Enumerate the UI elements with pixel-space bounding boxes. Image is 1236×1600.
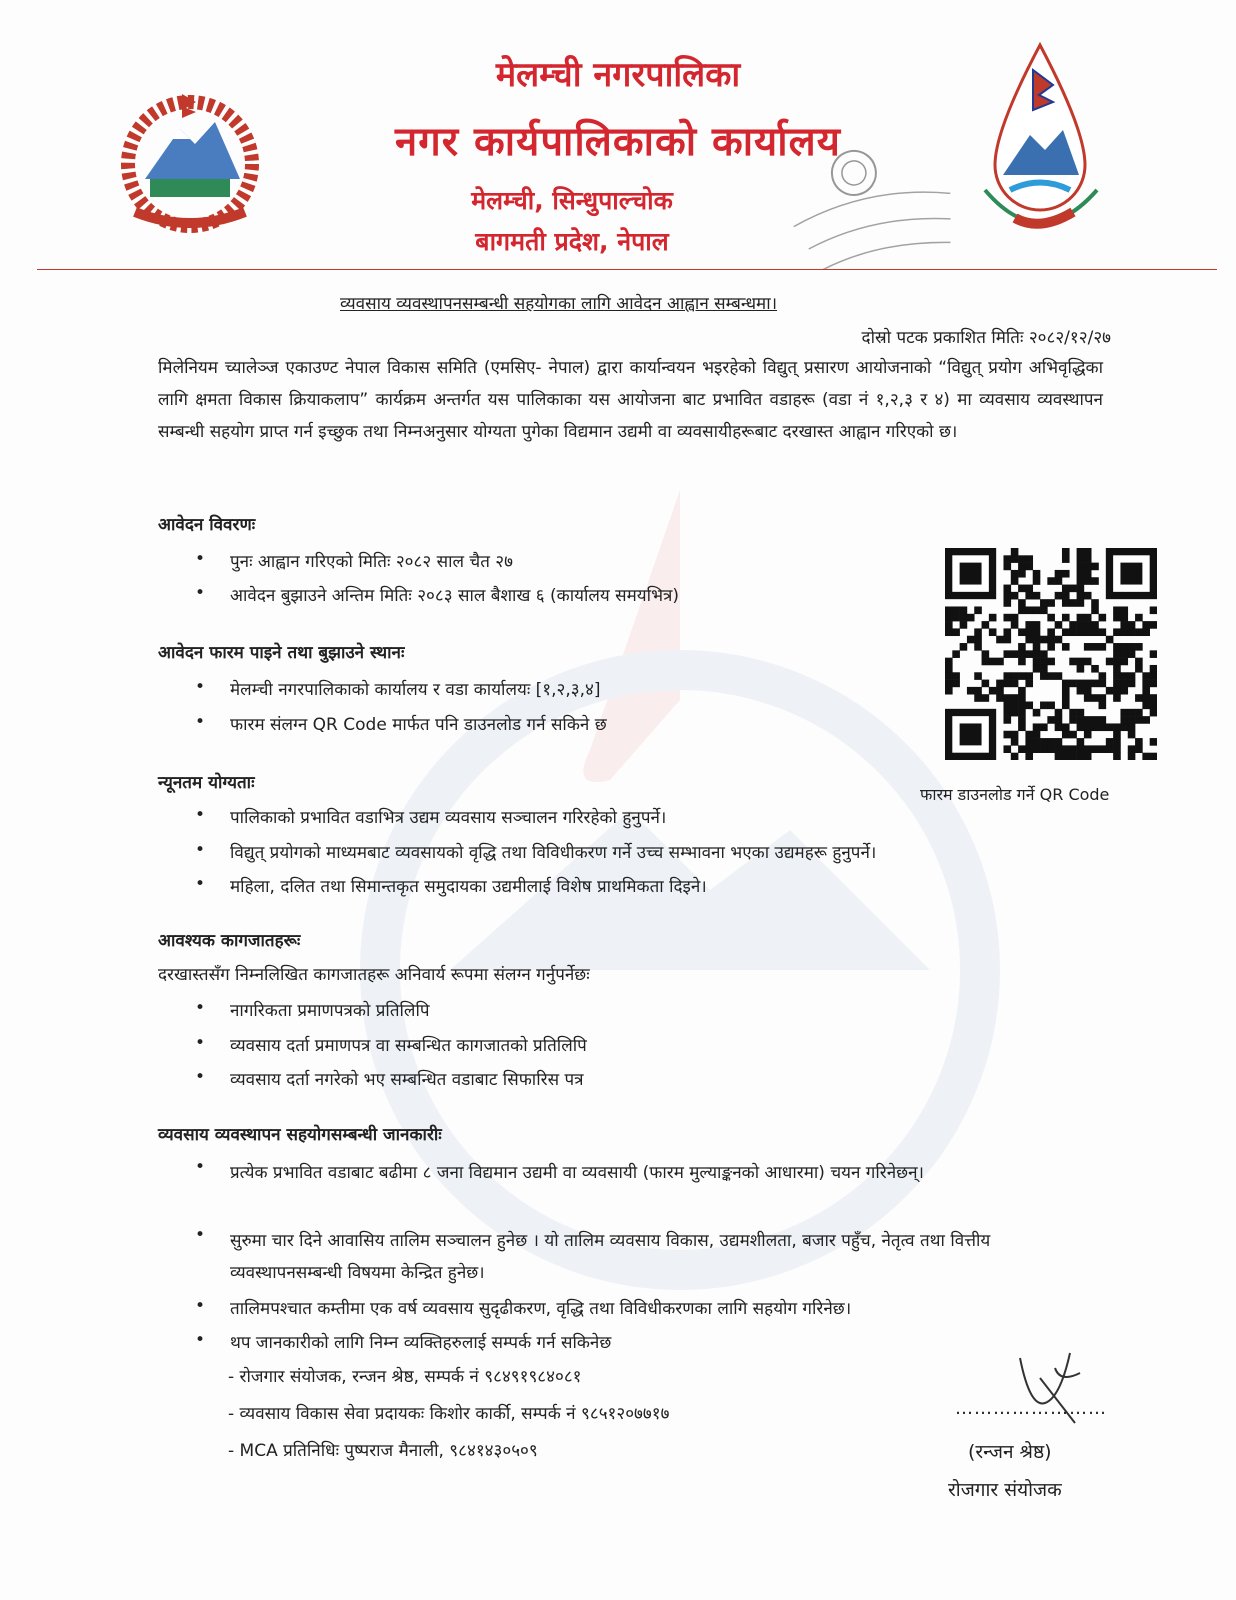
documents-heading: आवश्यक कागजातहरूः (158, 931, 301, 951)
header-divider (37, 269, 1217, 270)
office-name: नगर कार्यपालिकाको कार्यालय (395, 119, 841, 165)
office-address-district: मेलम्ची, सिन्धुपाल्चोक (471, 186, 673, 215)
signature-line: …………………… (955, 1398, 1107, 1419)
application-heading: आवेदन विवरणः (158, 515, 256, 535)
contact-line: - MCA प्रतिनिधिः पुष्पराज मैनाली, ९८४१४३०५०९ (228, 1441, 538, 1461)
documents-intro: दरखास्तसँग निम्नलिखित कागजातहरू अनिवार्य रूपमा संलग्न गर्नुपर्नेछः (158, 965, 590, 985)
signatory-name: (रन्जन श्रेष्ठ) (968, 1441, 1052, 1463)
office-address-province: बागमती प्रदेश, नेपाल (475, 227, 669, 256)
municipality-name: मेलम्ची नगरपालिका (495, 55, 741, 95)
eligibility-heading: न्यूनतम योग्यताः (158, 773, 255, 793)
support-heading: व्यवसाय व्यवस्थापन सहयोगसम्बन्धी जानकारीः (158, 1125, 442, 1145)
location-heading: आवेदन फारम पाइने तथा बुझाउने स्थानः (158, 643, 405, 663)
qr-code[interactable] (945, 548, 1157, 760)
notice-subject: व्यवसाय व्यवस्थापनसम्बन्धी सहयोगका लागि आवेदन आह्वान सम्बन्धमा। (340, 294, 778, 314)
notice-page: मेलम्ची नगरपालिका नगर कार्यपालिकाको कार्यालय मेलम्ची, सिन्धुपाल्चोक बागमती प्रदेश, नेपाल व्यवसाय व्यवस्थापनसम्बन्धी सहयोगका लागि आवेदन आह्वान सम्बन्धमा। दोस्रो पटक प्रकाशित मितिः २०८२/१२/२७ मिलेनियम च्यालेञ्ज एकाउण्ट नेपाल विकास समिति (एमसिए- नेपाल) द्वारा कार्यान्वयन भइरहेको विद्युत् प्रसारण आयोजनाको “विद्युत् प्रयोग अभिवृद्धिका लागि क्षमता विकास क्रियाकलाप” कार्यक्रम अन्तर्गत यस पालिकाका यस आयोजना बाट प्रभावित वडाहरू (वडा नं १,२,३ र ४) मा व्यवसाय व्यवस्थापन सम्बन्धी सहयोग प्राप्त गर्न इच्छुक तथा निम्नअनुसार योग्यता पुगेका विद्यमान उद्यमी वा व्यवसायीहरूबाट दरखास्त आह्वान गरिएको छ। आवेदन विवरणः • पुनः आह्वान गरिएको मितिः २०८२ साल चैत २७ • आवेदन बुझाउने अन्तिम मितिः २०८३ साल बैशाख ६ (कार्यालय समयभित्र) आवेदन फारम पाइने तथा बुझाउने स्थानः • मेलम्ची नगरपालिकाको कार्यालय र वडा कार्यालयः [१,२,३,४] • फारम संलग्न QR Code मार्फत पनि डाउनलोड गर्न सकिने छ फारम डाउनलोड गर्ने QR Code न्यूनतम योग्यताः • पालिकाको प्रभावित वडाभित्र उद्यम व्यवसाय सञ्चालन गरिरहेको हुनुपर्ने। • विद्युत् प्रयोगको माध्यमबाट व्यवसायको वृद्धि तथा विविधीकरण गर्ने उच्च सम्भावना भएका उद्यमहरू हुनुपर्ने। • महिला, दलित तथा सिमान्तकृत समुदायका उद्यमीलाई विशेष प्राथमिकता दिइने। आवश्यक कागजातहरूः दरखास्तसँग निम्नलिखित कागजातहरू अनिवार्य रूपमा संलग्न गर्नुपर्नेछः • नागरिकता प्रमाणपत्रको प्रतिलिपि • व्यवसाय दर्ता प्रमाणपत्र वा सम्बन्धित कागजातको प्रतिलिपि • व्यवसाय दर्ता नगरेको भए सम्बन्धित वडाबाट सिफारिस पत्र व्यवसाय व्यवस्थापन सहयोगसम्बन्धी जानकारीः • प्रत्येक प्रभावित वडाबाट बढीमा ८ जना विद्यमान उद्यमी वा व्यवसायी (फारम मुल्याङ्कनको आधारमा) चयन गरिनेछन्। • सुरुमा चार दिने आवासिय तालिम सञ्चालन हुनेछ । यो तालिम व्यवसाय विकास, उद्यमशीलता, बजार पहुँच, नेतृत्व तथा वित्तीय व्यवस्थापनसम्बन्धी विषयमा केन्द्रित हुनेछ। • तालिमपश्चात कम्तीमा एक वर्ष व्यवसाय सुदृढीकरण, वृद्धि तथा विविधीकरणका लागि सहयोग गरिनेछ। • थप जानकारीको लागि निम्न व्यक्तिहरुलाई सम्पर्क गर्न सकिनेछ - रोजगार संयोजक, रन्जन श्रेष्ठ, सम्पर्क नं ९८४९१९८४०८१ - व्यवसाय विकास सेवा प्रदायकः किशोर कार्की, सम्पर्क नं ९८५१२०७७१७ - MCA प्रतिनिधिः पुष्पराज मैनाली, ९८४१४३०५०९ …………………… (रन्जन श्रेष्ठ) रोजगार संयोजक (0, 0, 1236, 1600)
signatory-title: रोजगार संयोजक (948, 1479, 1062, 1501)
qr-caption: फारम डाउनलोड गर्ने QR Code (920, 785, 1110, 804)
contact-line: - रोजगार संयोजक, रन्जन श्रेष्ठ, सम्पर्क नं ९८४९१९८४०८१ (228, 1367, 582, 1387)
intro-paragraph: मिलेनियम च्यालेञ्ज एकाउण्ट नेपाल विकास समिति (एमसिए- नेपाल) द्वारा कार्यान्वयन भइरहेको विद्युत् प्रसारण आयोजनाको “विद्युत् प्रयोग अभिवृद्धिका लागि क्षमता विकास क्रियाकलाप” कार्यक्रम अन्तर्गत यस पालिकाका यस आयोजना बाट प्रभावित वडाहरू (वडा नं १,२,३ र ४) मा व्यवसाय व्यवस्थापन सम्बन्धी सहयोग प्राप्त गर्न इच्छुक तथा निम्नअनुसार योग्यता पुगेका विद्यमान उद्यमी वा व्यवसायीहरूबाट दरखास्त आह्वान गरिएको छ। (158, 358, 1103, 442)
published-date: दोस्रो पटक प्रकाशित मितिः २०८२/१२/२७ (861, 328, 1111, 348)
contact-line: - व्यवसाय विकास सेवा प्रदायकः किशोर कार्की, सम्पर्क नं ९८५१२०७७१७ (228, 1404, 670, 1424)
